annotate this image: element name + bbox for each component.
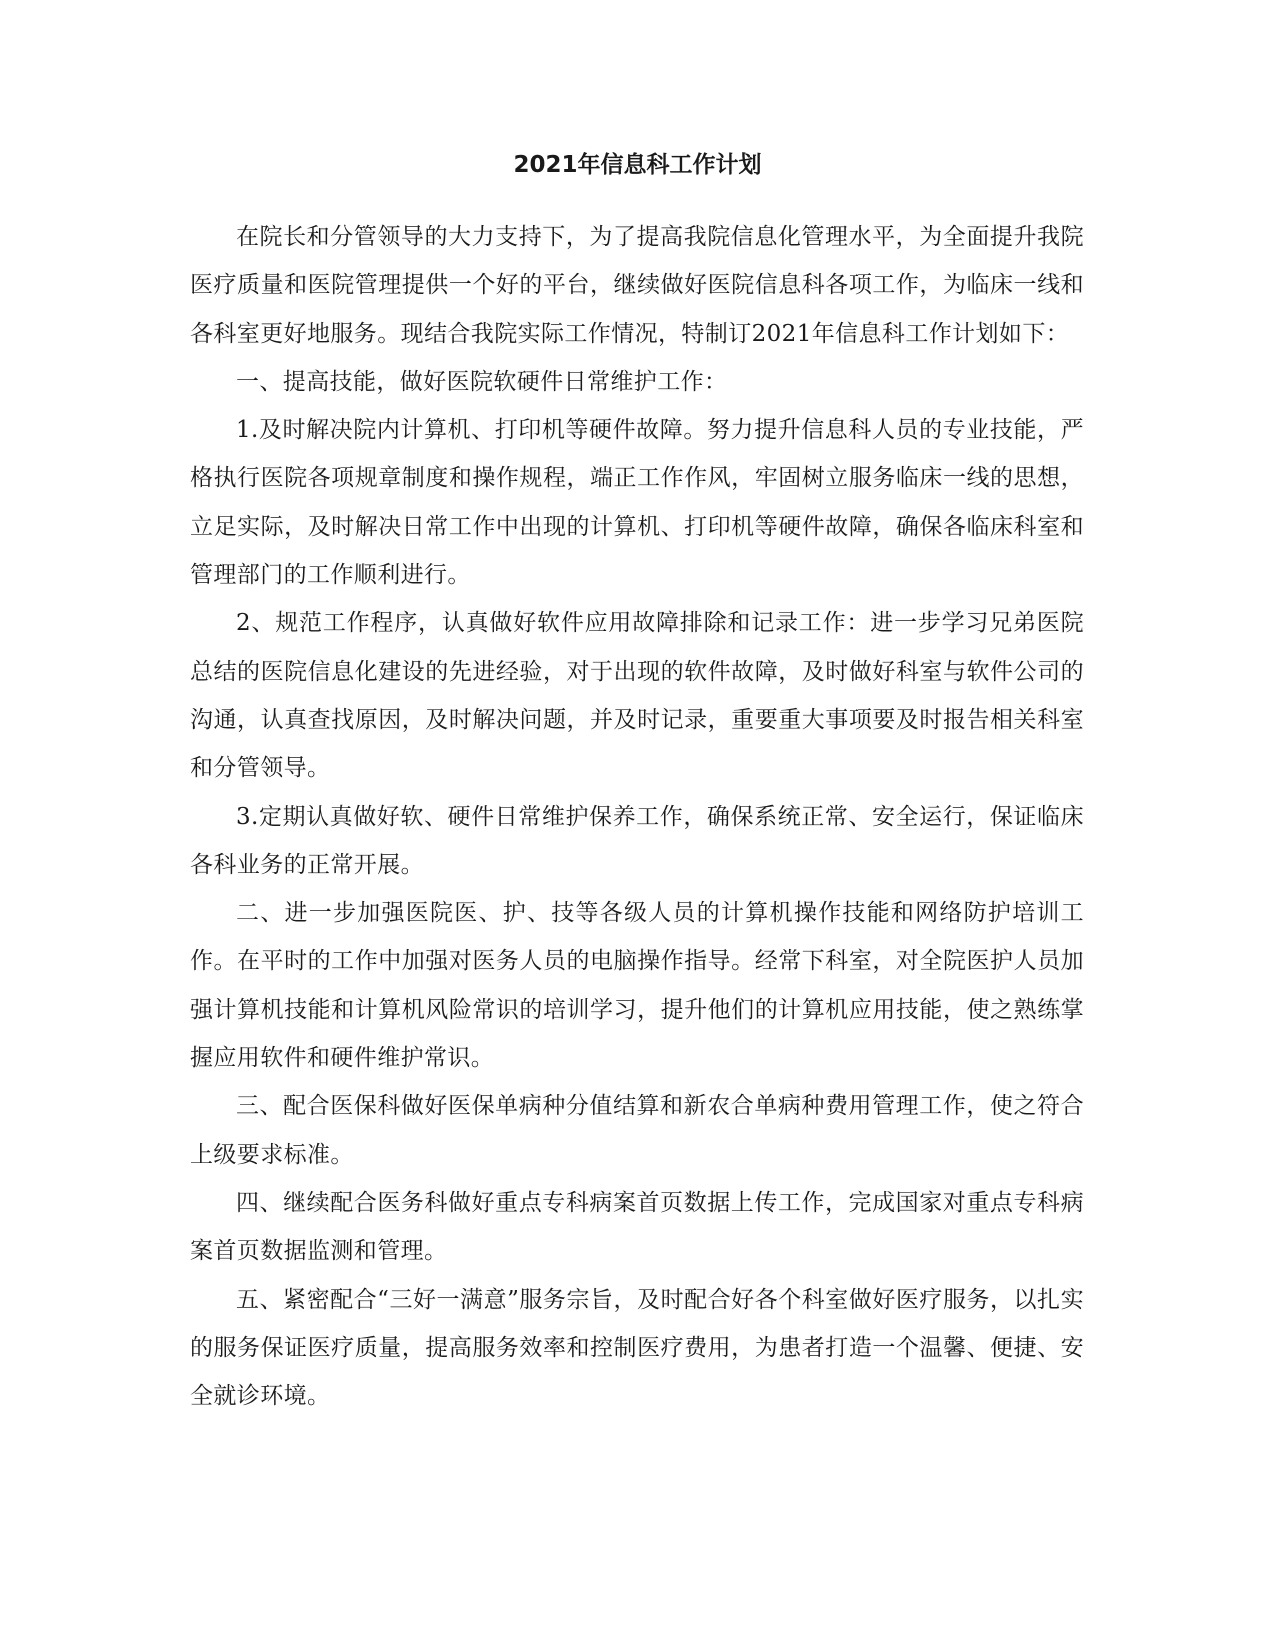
paragraph-section-1-heading: 一、提高技能，做好医院软硬件日常维护工作： bbox=[236, 368, 728, 395]
paragraph-intro: 在院长和分管领导的大力支持下，为了提高我院信息化管理水平，为全面提升我院医疗质量和医院管理提供一个好的平台，继续做好医院信息科各项工作，为临床一线和各科室更好地服务。现结合我院实际工作情况，特制订2021年信息科工作计划如下： bbox=[190, 224, 1084, 347]
paragraph-item-3: 3.定期认真做好软、硬件日常维护保养工作，确保系统正常、安全运行，保证临床各科业务的正常开展。 bbox=[190, 803, 1084, 878]
document-title: 2021年信息科工作计划 bbox=[513, 152, 762, 178]
paragraph-section-5: 五、紧密配合“三好一满意”服务宗旨，及时配合好各个科室做好医疗服务，以扎实的服务保证医疗质量，提高服务效率和控制医疗费用，为患者打造一个温馨、便捷、安全就诊环境。 bbox=[190, 1286, 1084, 1410]
paragraph-section-3: 三、配合医保科做好医保单病种分值结算和新农合单病种费用管理工作，使之符合上级要求标准。 bbox=[190, 1093, 1084, 1168]
document-body bbox=[190, 213, 1084, 1420]
paragraph-section-2: 二、进一步加强医院医、护、技等各级人员的计算机操作技能和网络防护培训工作。在平时的工作中加强对医务人员的电脑操作指导。经常下科室，对全院医护人员加强计算机技能和计算机风险常识的培训学习，提升他们的计算机应用技能，使之熟练掌握应用软件和硬件维护常识。 bbox=[190, 900, 1084, 1072]
paragraph-section-4: 四、继续配合医务科做好重点专科病案首页数据上传工作，完成国家对重点专科病案首页数据监测和管理。 bbox=[190, 1189, 1084, 1265]
paragraph-item-1: 1.及时解决院内计算机、打印机等硬件故障。努力提升信息科人员的专业技能，严格执行医院各项规章制度和操作规程，端正工作作风，牢固树立服务临床一线的思想，立足实际，及时解决日常工作中出现的计算机、打印机等硬件故障，确保各临床科室和管理部门的工作顺利进行。 bbox=[190, 417, 1084, 589]
paragraph-item-2: 2、规范工作程序，认真做好软件应用故障排除和记录工作：进一步学习兄弟医院总结的医院信息化建设的先进经验，对于出现的软件故障，及时做好科室与软件公司的沟通，认真查找原因，及时解决问题，并及时记录，重要重大事项要及时报告相关科室和分管领导。 bbox=[190, 610, 1084, 782]
